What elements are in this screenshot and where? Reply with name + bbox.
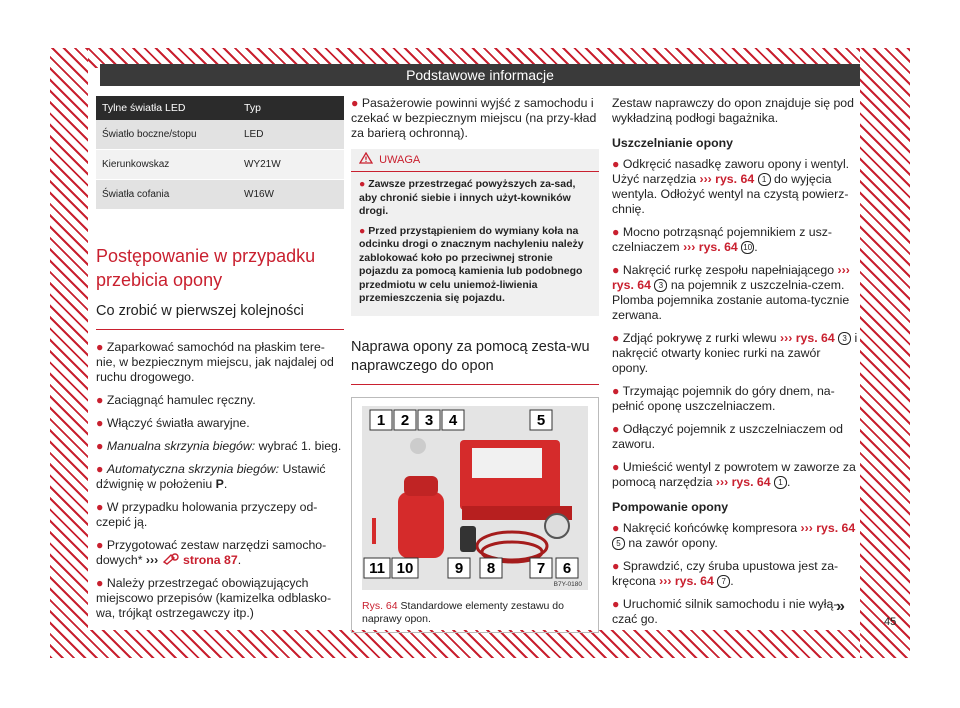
table-row <box>96 120 344 150</box>
list-item <box>96 439 344 454</box>
gear-position: P <box>215 477 224 491</box>
list-item <box>612 384 858 414</box>
bullet-icon: ● <box>96 439 104 453</box>
item-number-badge: 5 <box>612 537 625 550</box>
table-cell: Światło boczne/stopu <box>96 120 238 150</box>
figure-link[interactable]: ››› rys. 64 <box>715 475 771 489</box>
warning-text: Zawsze przestrzegać powyższych za-sad, aby chronić siebie i innych użyt-kowników drogi. <box>359 178 576 217</box>
list-item-text: Nakręcić końcówkę kompresora <box>622 521 801 535</box>
list-item <box>96 576 344 621</box>
list-item-text: Włączyć światła awaryjne. <box>106 416 250 430</box>
list-item <box>96 340 344 385</box>
list-item-text: na pojemnik z uszczelnia-czem. Plomba pojemnika zostanie automa-tycznie zerwana. <box>612 278 850 322</box>
table-row <box>96 180 344 210</box>
list-item-emphasis: Automatyczna skrzynia biegów: <box>106 462 280 476</box>
figure-label: 8 <box>486 559 496 577</box>
bullet-icon: ● <box>612 559 620 573</box>
table-header-row <box>96 96 344 120</box>
bullet-icon: ● <box>96 416 104 430</box>
warning-title: UWAGA <box>379 154 421 166</box>
figure-label: 1 <box>376 411 386 429</box>
list-item-text: Zaciągnąć hamulec ręczny. <box>106 393 256 407</box>
table-cell: Kierunkowskaz <box>96 150 238 180</box>
page-number: 45 <box>884 616 897 628</box>
list-item-emphasis: Manualna skrzynia biegów: <box>106 439 256 453</box>
bullet-icon: ● <box>359 224 366 237</box>
bullet-icon: ● <box>96 500 104 514</box>
list-item-text: Uruchomić silnik samochodu i nie wyłą-czać go. <box>612 597 838 626</box>
bullet-icon: ● <box>612 263 620 277</box>
list-item-text: Mocno potrząsnąć pojemnikiem z usz-czelniaczem <box>612 225 832 254</box>
section-subtitle: Co zrobić w pierwszej kolejności <box>96 302 344 330</box>
item-number-badge: 1 <box>774 476 787 489</box>
repair-kit-photo <box>362 406 588 590</box>
list-item-text: Pasażerowie powinni wyjść z samochodu i czekać w bezpiecznym miejscu (na przy-kład za barierą ochronną). <box>351 96 597 140</box>
bullet-icon: ● <box>96 340 104 354</box>
table-header: Typ <box>238 96 344 120</box>
warning-item <box>359 225 591 306</box>
figure-label: 9 <box>454 559 464 577</box>
list-item <box>612 422 858 452</box>
list-item <box>96 416 344 431</box>
column-right <box>612 96 858 635</box>
list-item-text: Odłączyć pojemnik z uszczelniaczem od zaworu. <box>612 422 843 451</box>
list-item-text: Ustawić dźwignię w położeniu <box>96 462 326 491</box>
table-cell: WY21W <box>238 150 344 180</box>
list-item-text: Nakręcić rurkę zespołu napełniającego <box>622 263 838 277</box>
list-item-text: do wyjęcia wentyla. Odłożyć wentyl na czystą powierz-chnię. <box>612 172 849 216</box>
bullet-icon: ● <box>612 521 620 535</box>
item-number-badge: 3 <box>838 332 851 345</box>
page-header: Podstawowe informacje <box>100 64 860 86</box>
list-item: ● Przygotować zestaw narzędzi samocho-dowych* ››› strona 87. <box>96 538 327 567</box>
cross-ref-arrows: ››› <box>145 553 162 567</box>
figure-label: 3 <box>424 411 434 429</box>
table-cell: Światła cofania <box>96 180 238 210</box>
item-number-badge: 1 <box>758 173 771 186</box>
bullet-icon: ● <box>612 384 620 398</box>
figure-link[interactable]: ››› rys. 64 <box>699 172 755 186</box>
warning-body <box>351 172 599 306</box>
list-item-text: Należy przestrzegać obowiązujących miejscowo przepisów (kamizelka odblasko-wa, trójkąt ostrzegawczy itp.) <box>96 576 332 620</box>
list-item-text: Odkręcić nasadkę zaworu opony i wentyl. Użyć narzędzia <box>612 157 850 186</box>
continue-marker: » <box>836 598 845 615</box>
list-item: ● Mocno potrząsnąć pojemnikiem z usz-czelniaczem ››› rys. 64 10 . <box>612 225 832 254</box>
section-title: Postępowanie w przypadku przebicia opony <box>96 246 316 290</box>
list-item-text: i nakręcić otwarty koniec rurki na zawór opony. <box>612 331 858 375</box>
list-item <box>612 263 858 323</box>
list-item <box>612 521 858 551</box>
page-link[interactable]: strona 87 <box>179 553 238 567</box>
figure-ref: Rys. 64 <box>362 599 398 612</box>
figure-label: 5 <box>536 411 546 429</box>
list-item-text: wybrać 1. bieg. <box>255 439 342 453</box>
list-item <box>351 96 599 141</box>
figure-label: 4 <box>448 411 458 429</box>
list-item-text: Zdjąć pokrywę z rurki wlewu <box>622 331 781 345</box>
figure-label: 11 <box>369 559 385 577</box>
warning-header <box>351 149 599 172</box>
toolkit-icon <box>162 553 180 565</box>
caption-text: Standardowe elementy zestawu do naprawy opon. <box>362 599 564 625</box>
list-item <box>612 331 858 376</box>
table-cell: W16W <box>238 180 344 210</box>
bullet-icon: ● <box>612 422 620 436</box>
list-item-text: Przygotować zestaw narzędzi samocho-dowych* <box>96 538 327 567</box>
figure-label: 7 <box>536 559 546 577</box>
figure-code: B7Y-0180 <box>553 580 582 588</box>
figure-caption <box>362 600 588 626</box>
table-header: Tylne światła LED <box>96 96 238 120</box>
list-item-text: W przypadku holowania przyczepy od-czepić ją. <box>96 500 318 529</box>
bullet-icon: ● <box>612 331 620 345</box>
bullet-icon: ● <box>96 576 104 590</box>
table-cell: LED <box>238 120 344 150</box>
list-item <box>612 597 858 627</box>
bullet-icon: ● <box>359 178 366 190</box>
figure-label: 6 <box>562 559 572 577</box>
figure-link[interactable]: ››› rys. 64 <box>683 240 738 254</box>
subheading-sealing: Uszczelnianie opony <box>612 136 733 150</box>
item-number-badge: 7 <box>717 575 730 588</box>
list-item: ● Automatyczna skrzynia biegów: Ustawić dźwignię w położeniu P. <box>96 462 326 491</box>
list-item: ● Umieścić wentyl z powrotem w zaworze za pomocą narzędzia ››› rys. 64 1 . <box>612 460 856 489</box>
bullet-icon: ● <box>612 225 620 239</box>
list-item <box>612 157 858 217</box>
bullet-icon: ● <box>96 393 104 407</box>
item-number-badge: 10 <box>741 241 754 254</box>
repair-kit-heading: Naprawa opony za pomocą zesta-wu naprawczego do opon <box>351 338 599 385</box>
figure-label: 10 <box>396 559 414 577</box>
bullet-icon: ● <box>612 157 620 171</box>
warning-box <box>351 149 599 316</box>
list-item-text: na zawór opony. <box>625 536 718 550</box>
list-item <box>96 500 344 530</box>
bullet-icon: ● <box>96 538 104 552</box>
bullet-icon: ● <box>96 462 104 476</box>
list-item-text: Umieścić wentyl z powrotem w zaworze za pomocą narzędzia <box>612 460 856 489</box>
figure-link[interactable]: ››› rys. 64 <box>659 574 714 588</box>
figure-64 <box>351 397 599 633</box>
list-item <box>96 393 344 408</box>
list-item: ● Sprawdzić, czy śruba upustowa jest za-kręcona ››› rys. 64 7 . <box>612 559 839 588</box>
column-left <box>96 96 344 629</box>
intro-text: Zestaw naprawczy do opon znajduje się pod wykładziną podłogi bagażnika. <box>612 96 854 125</box>
figure-link[interactable]: ››› rys. 64 <box>780 331 835 345</box>
table-row <box>96 150 344 180</box>
list-item-text: Sprawdzić, czy śruba upustowa jest za-kręcona <box>612 559 839 588</box>
list-item-text: Trzymając pojemnik do góry dnem, na-pełnić oponę uszczelniaczem. <box>612 384 835 413</box>
lamp-table <box>96 96 344 210</box>
warning-text: Przed przystąpieniem do wymiany koła na odcinku drogi o znacznym nachyleniu należy zablokować koło po przeciwnej stronie pojazdu za pomocą kamienia lub podobnego przedmiotu w celu uniemoż-liwienia przemieszczenia się pojazdu. <box>359 224 584 304</box>
bullet-icon: ● <box>612 460 620 474</box>
list-item-text: Zaparkować samochód na płaskim tere-nie, w bezpiecznym miejscu, jak najdalej od ruchu drogowego. <box>96 340 334 384</box>
bullet-icon: ● <box>351 96 359 110</box>
bullet-icon: ● <box>612 597 620 611</box>
warning-triangle-icon <box>359 152 373 164</box>
column-middle <box>351 96 599 633</box>
figure-link[interactable]: ››› rys. 64 <box>612 263 850 292</box>
figure-label: 2 <box>400 411 410 429</box>
warning-item <box>359 178 591 219</box>
hatch-border-right <box>860 48 910 658</box>
figure-link[interactable]: ››› rys. 64 <box>800 521 856 535</box>
subheading-inflating: Pompowanie opony <box>612 500 729 514</box>
item-number-badge: 3 <box>654 279 667 292</box>
hatch-border-left <box>50 48 88 658</box>
